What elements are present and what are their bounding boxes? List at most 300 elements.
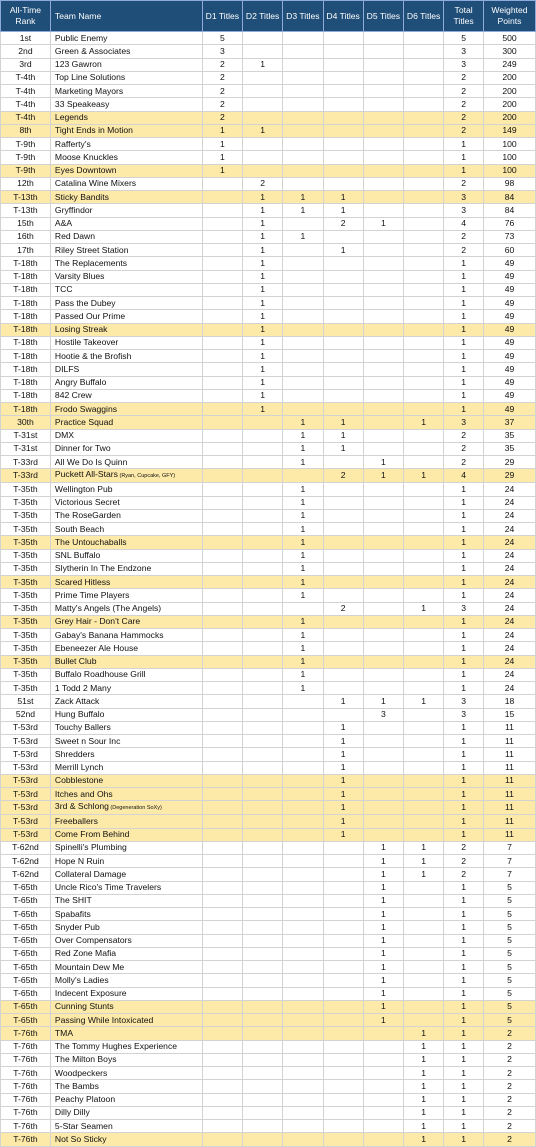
team-cell (50, 71, 202, 84)
d4-cell (323, 894, 363, 907)
d1-cell (202, 947, 242, 960)
team-name: Cunning Stunts (54, 1001, 114, 1012)
d4-cell (323, 1093, 363, 1106)
d3-cell (283, 1106, 323, 1119)
points-cell: 100 (483, 138, 535, 151)
rank-cell: 1st (1, 32, 51, 45)
table-row (1, 629, 536, 642)
points-cell: 49 (483, 389, 535, 402)
rank-cell: T-35th (1, 629, 51, 642)
d3-cell (283, 350, 323, 363)
d6-cell (404, 270, 444, 283)
d3-cell (283, 32, 323, 45)
d4-cell (323, 974, 363, 987)
rank-cell: T-53rd (1, 748, 51, 761)
table-row (1, 257, 536, 270)
d4-cell (323, 310, 363, 323)
team-name: 5-Star Seamen (54, 1120, 113, 1131)
d2-cell (243, 1014, 283, 1027)
total-cell: 1 (444, 297, 484, 310)
points-cell: 5 (483, 974, 535, 987)
d5-cell (363, 71, 403, 84)
total-cell: 1 (444, 668, 484, 681)
total-cell: 1 (444, 721, 484, 734)
d6-cell (404, 974, 444, 987)
team-cell (50, 429, 202, 442)
d6-cell: 1 (404, 695, 444, 708)
d1-cell (202, 1053, 242, 1066)
rank-cell: T-35th (1, 576, 51, 589)
points-cell: 24 (483, 483, 535, 496)
table-row (1, 376, 536, 389)
d5-cell: 1 (363, 841, 403, 854)
total-cell: 1 (444, 908, 484, 921)
total-cell: 1 (444, 748, 484, 761)
rank-cell: T-76th (1, 1040, 51, 1053)
points-cell: 84 (483, 204, 535, 217)
team-name: Bullet Club (54, 656, 97, 667)
total-cell: 1 (444, 655, 484, 668)
team-cell (50, 748, 202, 761)
total-cell: 1 (444, 1067, 484, 1080)
header-d5: D5 Titles (363, 1, 403, 32)
table-row (1, 655, 536, 668)
d6-cell (404, 801, 444, 815)
d1-cell (202, 496, 242, 509)
team-name: Catalina Wine Mixers (54, 178, 137, 189)
table-row (1, 32, 536, 45)
d5-cell (363, 336, 403, 349)
d6-cell (404, 549, 444, 562)
d3-cell: 1 (283, 615, 323, 628)
table-row (1, 523, 536, 536)
d1-cell (202, 270, 242, 283)
d6-cell (404, 708, 444, 721)
d6-cell (404, 151, 444, 164)
team-name: Angry Buffalo (54, 377, 107, 388)
team-note: (Degeneration SoXy) (108, 805, 162, 812)
d4-cell: 1 (323, 244, 363, 257)
team-name: South Beach (54, 523, 105, 534)
team-cell (50, 881, 202, 894)
d4-cell: 1 (323, 735, 363, 748)
d4-cell (323, 1014, 363, 1027)
team-cell (50, 655, 202, 668)
table-row (1, 576, 536, 589)
points-cell: 35 (483, 442, 535, 455)
table-row (1, 748, 536, 761)
d4-cell (323, 1133, 363, 1146)
total-cell: 3 (444, 58, 484, 71)
d3-cell: 1 (283, 442, 323, 455)
d1-cell (202, 536, 242, 549)
total-cell: 1 (444, 815, 484, 828)
table-row (1, 58, 536, 71)
d1-cell (202, 1040, 242, 1053)
d4-cell (323, 655, 363, 668)
d6-cell (404, 748, 444, 761)
team-cell (50, 894, 202, 907)
team-name: Tight Ends in Motion (54, 125, 133, 136)
d6-cell (404, 230, 444, 243)
team-name: A&A (54, 218, 73, 229)
table-row (1, 389, 536, 402)
d5-cell (363, 828, 403, 841)
d6-cell (404, 947, 444, 960)
d5-cell (363, 523, 403, 536)
d3-cell: 1 (283, 562, 323, 575)
header-points: Weighted Points (483, 1, 535, 32)
team-cell (50, 682, 202, 695)
d1-cell (202, 177, 242, 190)
team-name: Itches and Ohs (54, 788, 113, 799)
team-name: Sticky Bandits (54, 191, 109, 202)
points-cell: 7 (483, 855, 535, 868)
points-cell: 5 (483, 908, 535, 921)
rank-cell: T-53rd (1, 761, 51, 774)
team-cell (50, 841, 202, 854)
total-cell: 2 (444, 429, 484, 442)
team-cell (50, 629, 202, 642)
d3-cell (283, 177, 323, 190)
table-row (1, 615, 536, 628)
d1-cell (202, 323, 242, 336)
d2-cell (243, 974, 283, 987)
table-row (1, 483, 536, 496)
d3-cell (283, 602, 323, 615)
d2-cell (243, 1027, 283, 1040)
d6-cell (404, 615, 444, 628)
team-name: Come From Behind (54, 829, 130, 840)
total-cell: 3 (444, 602, 484, 615)
d3-cell: 1 (283, 429, 323, 442)
rank-cell: T-35th (1, 562, 51, 575)
d4-cell (323, 71, 363, 84)
team-cell (50, 151, 202, 164)
d6-cell (404, 32, 444, 45)
header-d4: D4 Titles (323, 1, 363, 32)
d2-cell (243, 947, 283, 960)
d5-cell (363, 138, 403, 151)
d2-cell (243, 151, 283, 164)
points-cell: 5 (483, 894, 535, 907)
table-row (1, 244, 536, 257)
team-name: Freeballers (54, 815, 98, 826)
d4-cell: 2 (323, 602, 363, 615)
d5-cell (363, 1027, 403, 1040)
total-cell: 1 (444, 138, 484, 151)
table-row (1, 323, 536, 336)
rank-cell: 8th (1, 124, 51, 137)
team-name: Green & Associates (54, 45, 131, 56)
total-cell: 4 (444, 217, 484, 230)
d5-cell (363, 1133, 403, 1146)
team-name: Spabafits (54, 908, 91, 919)
points-cell: 24 (483, 655, 535, 668)
d3-cell (283, 164, 323, 177)
team-name: Hostile Takeover (54, 337, 119, 348)
d2-cell (243, 562, 283, 575)
table-row (1, 908, 536, 921)
d6-cell (404, 961, 444, 974)
d6-cell (404, 177, 444, 190)
team-cell (50, 389, 202, 402)
d4-cell (323, 934, 363, 947)
team-name: Peachy Platoon (54, 1094, 116, 1105)
d4-cell (323, 1027, 363, 1040)
d2-cell (243, 45, 283, 58)
table-row (1, 868, 536, 881)
d1-cell (202, 257, 242, 270)
total-cell: 1 (444, 828, 484, 841)
d1-cell: 2 (202, 111, 242, 124)
team-name: Gabay's Banana Hammocks (54, 629, 164, 640)
d4-cell: 1 (323, 721, 363, 734)
points-cell: 24 (483, 536, 535, 549)
d1-cell (202, 629, 242, 642)
total-cell: 1 (444, 1040, 484, 1053)
d6-cell (404, 589, 444, 602)
header-row (1, 1, 536, 32)
team-name: The Replacements (54, 257, 128, 268)
d2-cell (243, 442, 283, 455)
d1-cell (202, 682, 242, 695)
points-cell: 49 (483, 376, 535, 389)
team-cell (50, 496, 202, 509)
d3-cell (283, 801, 323, 815)
d5-cell (363, 32, 403, 45)
d2-cell: 1 (243, 257, 283, 270)
d1-cell (202, 191, 242, 204)
total-cell: 1 (444, 974, 484, 987)
d5-cell (363, 801, 403, 815)
d6-cell (404, 483, 444, 496)
header-d6: D6 Titles (404, 1, 444, 32)
rank-cell: T-76th (1, 1080, 51, 1093)
d6-cell (404, 85, 444, 98)
rank-cell: T-35th (1, 655, 51, 668)
d5-cell (363, 177, 403, 190)
d5-cell (363, 668, 403, 681)
d6-cell (404, 523, 444, 536)
d1-cell (202, 389, 242, 402)
total-cell: 1 (444, 376, 484, 389)
d2-cell: 1 (243, 350, 283, 363)
team-name: Hope N Ruin (54, 855, 105, 866)
d2-cell: 1 (243, 58, 283, 71)
d2-cell: 1 (243, 270, 283, 283)
d1-cell (202, 1067, 242, 1080)
total-cell: 1 (444, 1014, 484, 1027)
d1-cell (202, 483, 242, 496)
d5-cell (363, 416, 403, 429)
d4-cell: 1 (323, 788, 363, 801)
d3-cell: 1 (283, 655, 323, 668)
team-cell (50, 868, 202, 881)
total-cell: 3 (444, 45, 484, 58)
d6-cell (404, 1000, 444, 1013)
d3-cell (283, 1067, 323, 1080)
d1-cell (202, 244, 242, 257)
d2-cell (243, 589, 283, 602)
d2-cell (243, 668, 283, 681)
team-name: Merrill Lynch (54, 762, 104, 773)
rank-cell: T-62nd (1, 868, 51, 881)
team-name: 33 Speakeasy (54, 98, 110, 109)
d1-cell (202, 230, 242, 243)
team-name: The SHIT (54, 895, 92, 906)
d4-cell (323, 1053, 363, 1066)
d2-cell: 2 (243, 177, 283, 190)
points-cell: 60 (483, 244, 535, 257)
d4-cell (323, 297, 363, 310)
d3-cell (283, 151, 323, 164)
d1-cell: 2 (202, 98, 242, 111)
d2-cell: 1 (243, 244, 283, 257)
table-row (1, 1093, 536, 1106)
d3-cell (283, 1027, 323, 1040)
d2-cell (243, 682, 283, 695)
team-name: The RoseGarden (54, 510, 121, 521)
d2-cell (243, 469, 283, 483)
rank-cell: T-18th (1, 350, 51, 363)
team-name: Moose Knuckles (54, 151, 118, 162)
table-row (1, 310, 536, 323)
d1-cell (202, 788, 242, 801)
d5-cell (363, 85, 403, 98)
total-cell: 1 (444, 801, 484, 815)
d5-cell (363, 748, 403, 761)
d2-cell: 1 (243, 297, 283, 310)
rank-cell: T-53rd (1, 801, 51, 815)
d3-cell (283, 124, 323, 137)
d1-cell (202, 974, 242, 987)
team-cell (50, 310, 202, 323)
table-row (1, 761, 536, 774)
d6-cell (404, 164, 444, 177)
total-cell: 1 (444, 589, 484, 602)
team-name: Puckett All-Stars (54, 469, 118, 480)
total-cell: 2 (444, 85, 484, 98)
d1-cell (202, 363, 242, 376)
total-cell: 1 (444, 788, 484, 801)
d3-cell (283, 828, 323, 841)
points-cell: 24 (483, 523, 535, 536)
team-cell (50, 615, 202, 628)
team-cell (50, 695, 202, 708)
team-name: The Untouchaballs (54, 536, 127, 547)
total-cell: 1 (444, 642, 484, 655)
d6-cell: 1 (404, 1106, 444, 1119)
table-row (1, 350, 536, 363)
team-name: DMX (54, 430, 75, 441)
team-cell (50, 761, 202, 774)
d2-cell (243, 708, 283, 721)
table-row (1, 1000, 536, 1013)
total-cell: 1 (444, 323, 484, 336)
d3-cell (283, 1133, 323, 1146)
total-cell: 1 (444, 1000, 484, 1013)
d3-cell (283, 469, 323, 483)
points-cell: 200 (483, 111, 535, 124)
team-name: 123 Gawron (54, 59, 102, 70)
d5-cell (363, 1093, 403, 1106)
d4-cell: 1 (323, 695, 363, 708)
table-row (1, 164, 536, 177)
d1-cell (202, 748, 242, 761)
rank-cell: T-35th (1, 668, 51, 681)
rank-cell: T-53rd (1, 721, 51, 734)
d5-cell (363, 549, 403, 562)
team-name: Touchy Ballers (54, 722, 111, 733)
points-cell: 49 (483, 283, 535, 296)
rank-cell: T-31st (1, 429, 51, 442)
d5-cell: 1 (363, 868, 403, 881)
d1-cell (202, 469, 242, 483)
d2-cell (243, 1133, 283, 1146)
d6-cell (404, 682, 444, 695)
team-name: Woodpeckers (54, 1067, 108, 1078)
d6-cell (404, 297, 444, 310)
d4-cell (323, 124, 363, 137)
d1-cell (202, 456, 242, 469)
d2-cell (243, 98, 283, 111)
team-cell (50, 297, 202, 310)
team-name: Legends (54, 112, 88, 123)
points-cell: 35 (483, 429, 535, 442)
table-row (1, 469, 536, 483)
d2-cell: 1 (243, 323, 283, 336)
d6-cell (404, 761, 444, 774)
d1-cell (202, 1093, 242, 1106)
d6-cell (404, 204, 444, 217)
points-cell: 49 (483, 310, 535, 323)
points-cell: 5 (483, 1000, 535, 1013)
table-row (1, 270, 536, 283)
d2-cell (243, 1120, 283, 1133)
d4-cell: 1 (323, 191, 363, 204)
total-cell: 1 (444, 350, 484, 363)
team-name: Zack Attack (54, 695, 100, 706)
d6-cell (404, 138, 444, 151)
d1-cell: 3 (202, 45, 242, 58)
d5-cell (363, 536, 403, 549)
d4-cell (323, 58, 363, 71)
d4-cell (323, 98, 363, 111)
d5-cell (363, 310, 403, 323)
points-cell: 24 (483, 562, 535, 575)
d1-cell: 2 (202, 71, 242, 84)
d3-cell (283, 748, 323, 761)
total-cell: 2 (444, 111, 484, 124)
d1-cell (202, 735, 242, 748)
d3-cell (283, 708, 323, 721)
team-cell (50, 323, 202, 336)
d2-cell (243, 987, 283, 1000)
team-name: Varsity Blues (54, 271, 105, 282)
d4-cell (323, 111, 363, 124)
d2-cell (243, 761, 283, 774)
team-name: Shredders (54, 748, 95, 759)
d5-cell (363, 363, 403, 376)
team-name: Gryffindor (54, 204, 93, 215)
d2-cell (243, 429, 283, 442)
d3-cell: 1 (283, 456, 323, 469)
rank-cell: T-4th (1, 111, 51, 124)
team-cell (50, 376, 202, 389)
d4-cell (323, 230, 363, 243)
total-cell: 1 (444, 1106, 484, 1119)
